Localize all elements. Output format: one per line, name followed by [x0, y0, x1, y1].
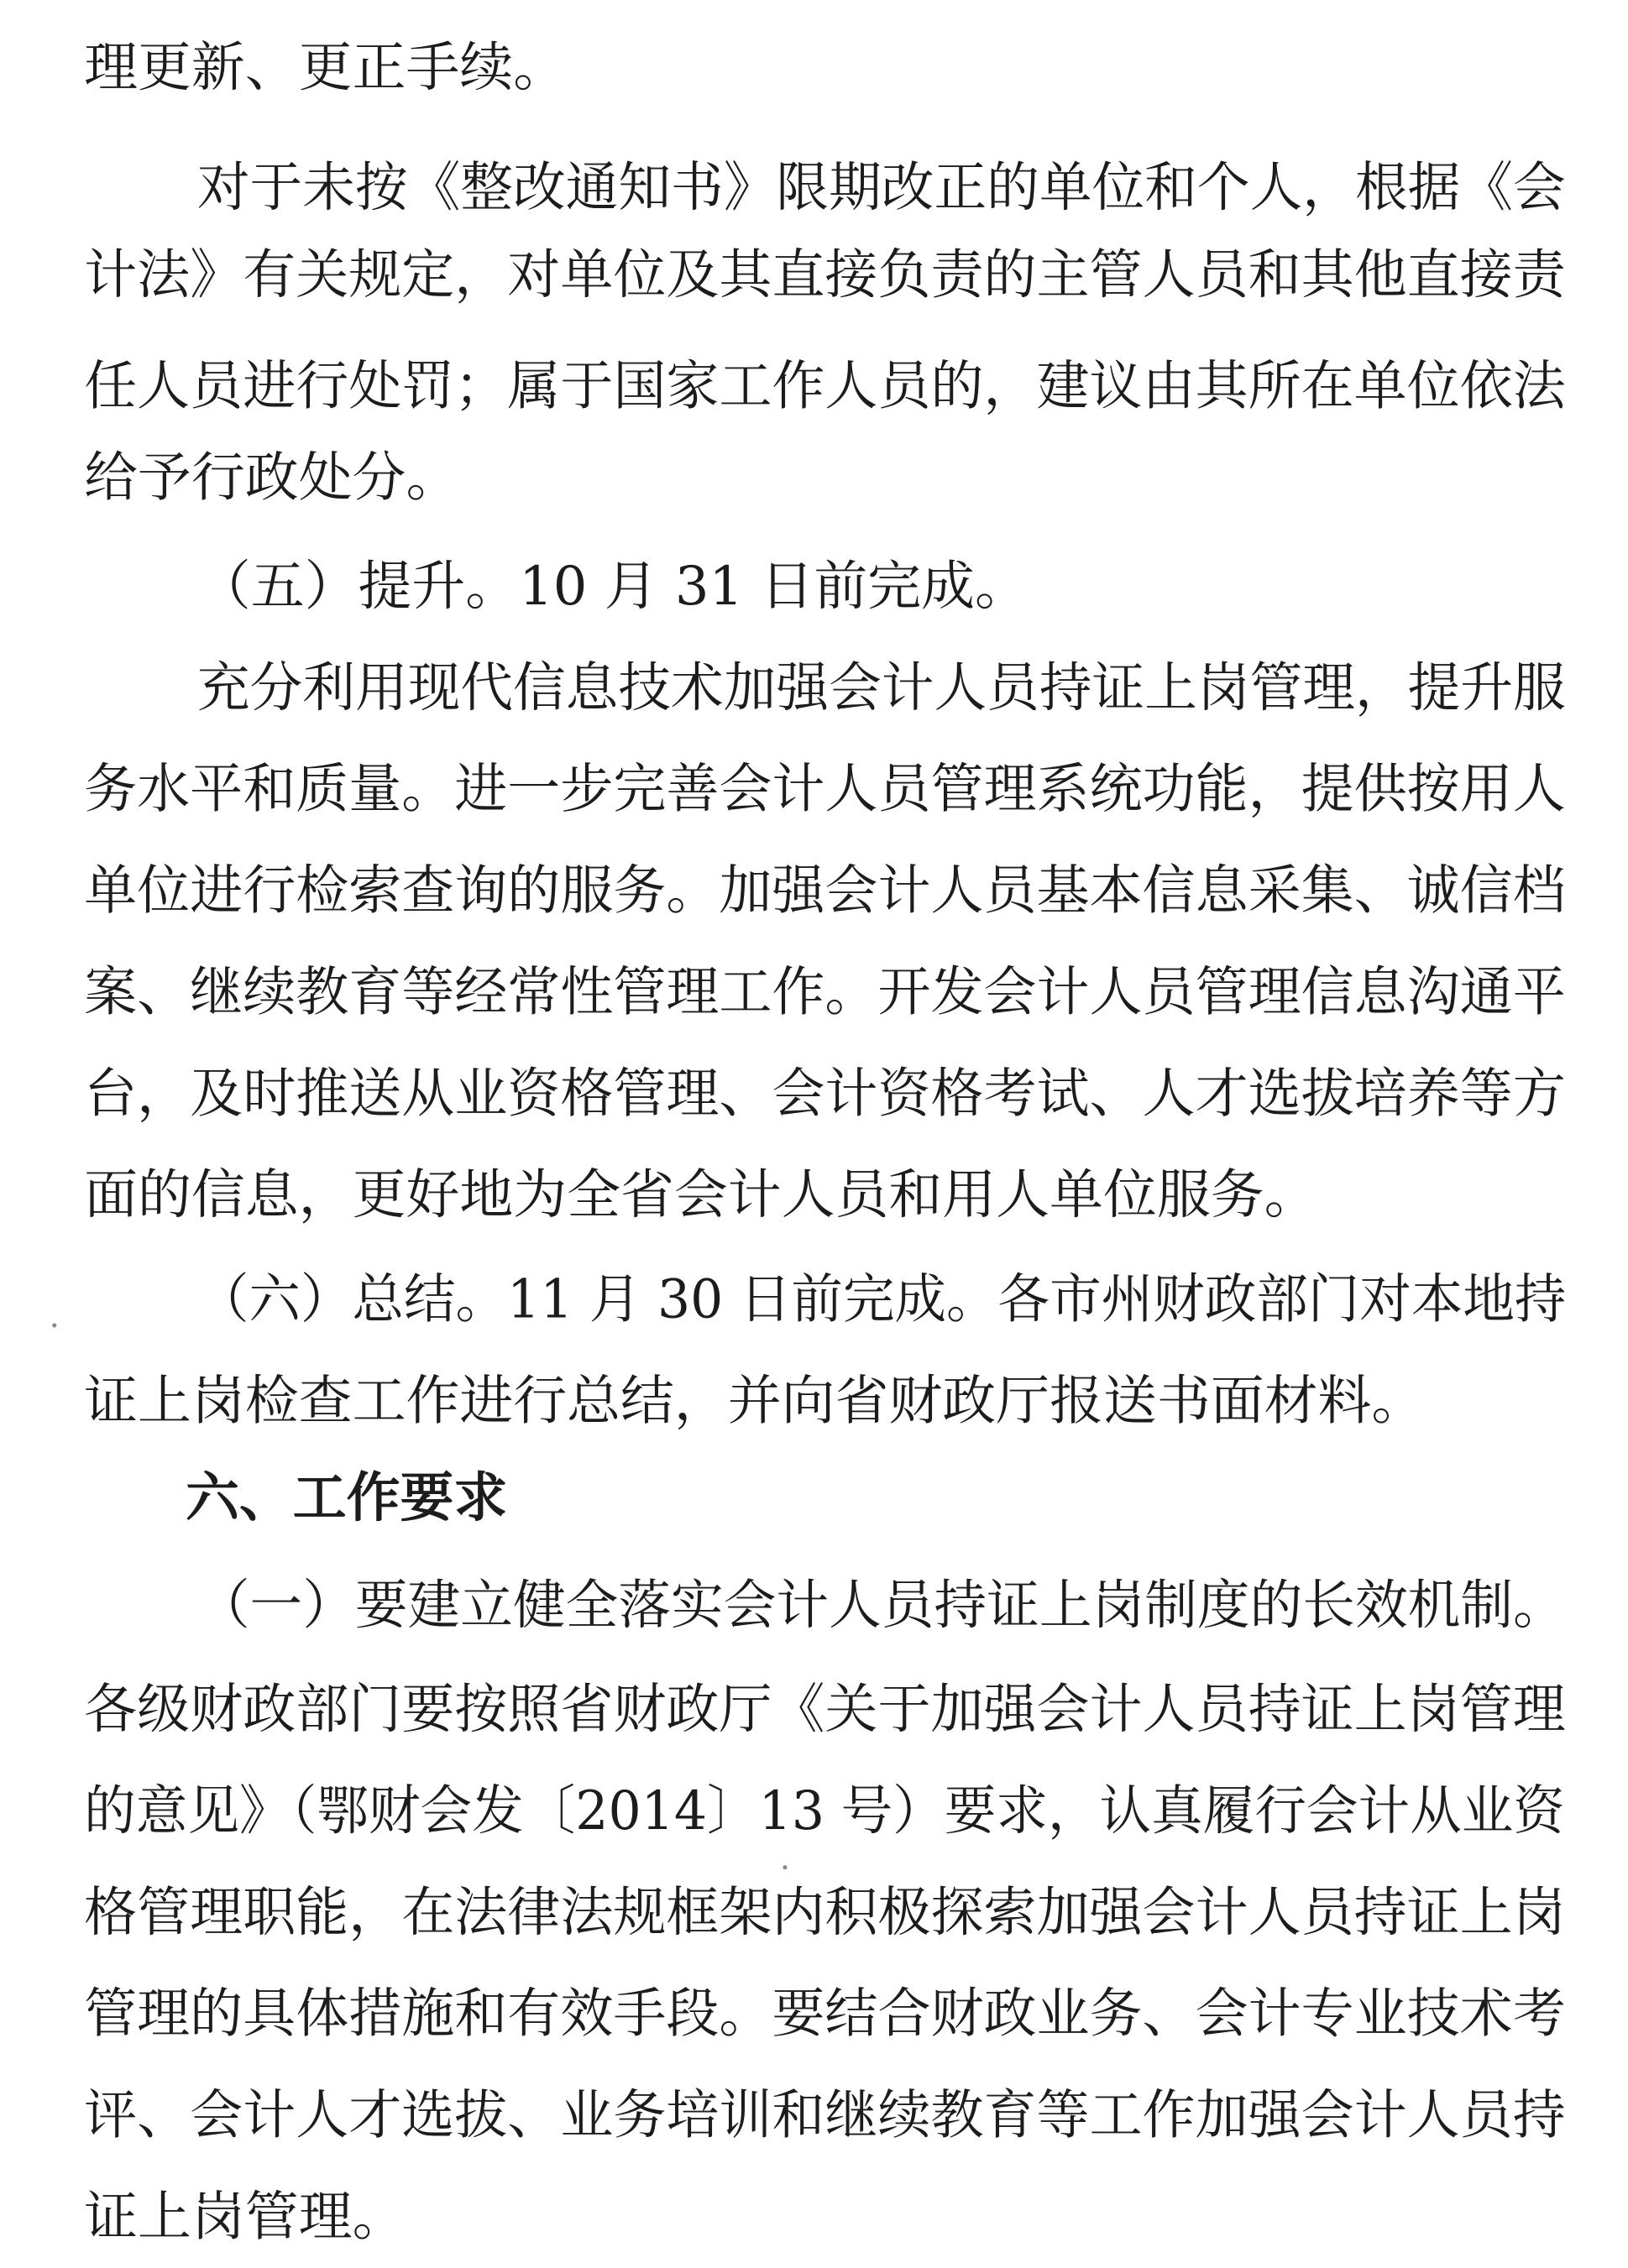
text-line: （五）提升。10 月 31 日前完成。	[196, 555, 1029, 618]
text-line: 单位进行检索查询的服务。加强会计人员基本信息采集、诚信档	[84, 859, 1566, 922]
text-line: 格管理职能，在法律法规框架内积极探索加强会计人员持证上岗	[84, 1881, 1566, 1944]
scan-speck	[783, 1865, 787, 1869]
text-line: （六）总结。11 月 30 日前完成。各市州财政部门对本地持	[196, 1267, 1567, 1331]
text-line: 给予行政处分。	[84, 446, 460, 510]
text-line: （一）要建立健全落实会计人员持证上岗制度的长效机制。	[196, 1574, 1566, 1637]
text-line: 证上岗管理。	[84, 2185, 406, 2248]
text-line: 计法》有关规定，对单位及其直接负责的主管人员和其他直接责	[84, 243, 1566, 306]
text-line: 各级财政部门要按照省财政厅《关于加强会计人员持证上岗管理	[84, 1678, 1566, 1741]
text-line: 务水平和质量。进一步完善会计人员管理系统功能，提供按用人	[84, 758, 1566, 821]
scan-speck	[52, 1323, 56, 1327]
text-line: 任人员进行处罚；属于国家工作人员的，建议由其所在单位依法	[84, 355, 1566, 418]
text-line: 评、会计人才选拔、业务培训和继续教育等工作加强会计人员持	[84, 2083, 1566, 2147]
text-line: 证上岗检查工作进行总结，并向省财政厅报送书面材料。	[84, 1369, 1426, 1432]
text-line: 理更新、更正手续。	[84, 36, 568, 99]
text-line: 案、继续教育等经常性管理工作。开发会计人员管理信息沟通平	[84, 960, 1566, 1023]
text-line: 的意见》（鄂财会发〔2014〕13 号）要求，认真履行会计从业资	[84, 1779, 1565, 1842]
section-heading: 六、工作要求	[186, 1466, 508, 1529]
text-line: 台，及时推送从业资格管理、会计资格考试、人才选拔培养等方	[84, 1062, 1566, 1125]
text-line: 管理的具体措施和有效手段。要结合财政业务、会计专业技术考	[84, 1982, 1566, 2046]
text-line: 对于未按《整改通知书》限期改正的单位和个人，根据《会	[196, 156, 1566, 219]
text-line: 充分利用现代信息技术加强会计人员持证上岗管理，提升服	[196, 656, 1566, 719]
text-line: 面的信息，更好地为全省会计人员和用人单位服务。	[84, 1163, 1318, 1226]
